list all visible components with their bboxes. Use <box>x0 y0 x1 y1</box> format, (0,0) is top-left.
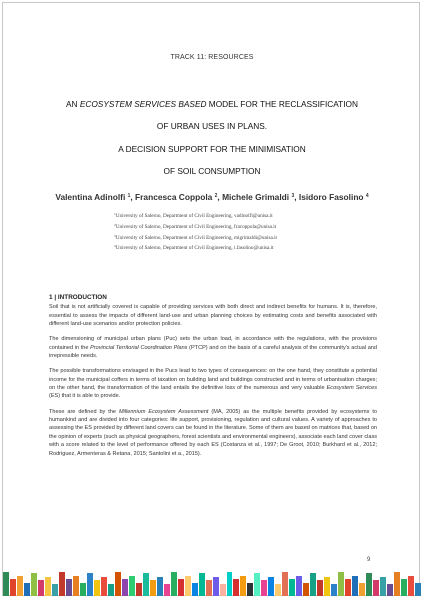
paragraph <box>49 367 377 400</box>
affiliation <box>114 221 394 232</box>
title-line-3: A DECISION SUPPORT FOR THE MINIMISATION <box>118 143 306 154</box>
body-text <box>49 294 377 465</box>
author-list: Valentina Adinolfi $^1$, Francesca Coppola $^2$, Michele Grimaldi $^3$, Isidoro Fasolino $^4$ <box>55 192 369 202</box>
stripe-segment <box>150 580 156 596</box>
author-affiliation-number: 1 <box>127 193 131 199</box>
affiliation <box>114 242 394 253</box>
stripe-segment <box>87 573 93 596</box>
title-line-4: OF SOIL CONSUMPTION <box>163 165 261 176</box>
stripe-segment <box>143 573 149 596</box>
paragraph-emphasis: Provincial Territorial Coordination Plans <box>90 344 188 351</box>
stripe-segment <box>352 576 358 596</box>
decorative-color-stripe <box>3 572 421 596</box>
title-italic: ECOSYSTEM SERVICES BASED <box>79 99 207 109</box>
affiliation-number: 3 <box>114 233 116 238</box>
stripe-segment <box>373 580 379 596</box>
stripe-segment <box>171 572 177 596</box>
stripe-segment <box>268 577 274 596</box>
paragraph-text: These are defined by the <box>49 408 119 415</box>
stripe-segment <box>254 573 260 596</box>
affiliation-number: 1 <box>114 212 116 216</box>
stripe-segment <box>324 577 330 596</box>
stripe-segment <box>233 579 239 596</box>
stripe-segment <box>366 573 372 596</box>
stripe-segment <box>247 583 253 596</box>
paper-title <box>30 93 394 182</box>
affiliation-text: University of Salerno, Department of Civil Engineering, vadinolfi@unisa.it <box>115 213 273 219</box>
stripe-segment <box>408 576 414 596</box>
author-affiliation-number: 4 <box>365 193 369 199</box>
paragraph <box>49 408 377 458</box>
author-name: Francesca Coppola <box>135 192 213 202</box>
author-name: Michele Grimaldi <box>222 192 290 202</box>
stripe-segment <box>129 576 135 596</box>
stripe-segment <box>220 584 226 596</box>
stripe-segment <box>359 583 365 596</box>
stripe-segment <box>296 576 302 596</box>
stripe-segment <box>101 577 107 596</box>
stripe-segment <box>17 576 23 596</box>
stripe-segment <box>213 577 219 596</box>
stripe-segment <box>317 580 323 596</box>
stripe-segment <box>261 580 267 596</box>
stripe-segment <box>178 579 184 596</box>
stripe-segment <box>331 584 337 596</box>
paragraph: Soil that is not artificially covered is capable of providing services with both direct and indirect benefits for humans. It is, therefore, essential to assess the impacts of different land-use and urban planning choices by estimating costs and benefits associated with different land-use scenarios and/or protection policies. <box>49 304 377 328</box>
stripe-segment <box>59 572 65 596</box>
author-name: Valentina Adinolfi <box>55 192 126 202</box>
stripe-segment <box>136 583 142 596</box>
paragraph-text: (ES) that it is able to provide. <box>49 393 121 400</box>
stripe-segment <box>387 584 393 596</box>
stripe-segment <box>24 583 30 596</box>
stripe-segment <box>303 583 309 596</box>
stripe-segment <box>240 576 246 596</box>
stripe-segment <box>282 572 288 596</box>
affiliation-text: University of Salerno, Department of Civil Engineering, migrimaldi@unisa.it <box>115 234 277 241</box>
stripe-segment <box>122 579 128 596</box>
affiliations <box>114 210 394 253</box>
track-label: TRACK 11: RESOURCES <box>170 54 254 61</box>
stripe-segment <box>38 580 44 596</box>
stripe-segment <box>275 584 281 596</box>
stripe-segment <box>185 576 191 596</box>
stripe-segment <box>199 573 205 596</box>
title-line-1 <box>30 93 394 115</box>
stripe-segment <box>289 579 295 596</box>
author-name: Isidoro Fasolino <box>298 192 364 202</box>
stripe-segment <box>310 573 316 596</box>
stripe-segment <box>338 572 344 596</box>
stripe-segment <box>94 580 100 596</box>
stripe-segment <box>31 573 37 596</box>
paragraph-text: The dimensioning of municipal urban plans (Puc) sets the urban load, in accordance with the regulations, with the provisions contained in the <box>49 336 377 351</box>
stripe-segment <box>3 572 9 596</box>
affiliation-text: University of Salerno, Department of Civil Engineering, i.fasolino@unisa.it <box>115 245 274 252</box>
affiliation-text: University of Salerno, Department of Civil Engineering, fracoppola@unisa.it <box>115 223 277 230</box>
affiliation-number: 2 <box>114 222 116 227</box>
stripe-segment <box>115 572 121 596</box>
stripe-segment <box>108 584 114 596</box>
stripe-segment <box>164 584 170 596</box>
stripe-segment <box>73 576 79 596</box>
title-line-2: OF URBAN USES IN PLANS. <box>156 121 268 132</box>
stripe-segment <box>80 583 86 596</box>
stripe-segment <box>206 580 212 596</box>
author-affiliation-number: 2 <box>214 193 218 199</box>
paragraph-text: The possible transformations envisaged in the Pucs lead to two types of consequences: on the one hand, they constitute a potential income for the municipal coffers in terms of taxation on building land and buildings constructed and in terms of urbanisation charges; on the other hand, the transformation of the land entails the definitive loss of the numerous and very valuable <box>49 368 377 392</box>
stripe-segment <box>66 579 72 596</box>
affiliation-number: 4 <box>114 244 116 249</box>
page-number: 9 <box>367 557 371 563</box>
stripe-segment <box>415 583 421 596</box>
stripe-segment <box>401 579 407 596</box>
section-heading: 1 | INTRODUCTION <box>49 294 107 301</box>
paragraph-emphasis: Millennium Ecosystem Assessment <box>118 408 209 415</box>
stripe-segment <box>394 572 400 596</box>
stripe-segment <box>192 583 198 596</box>
stripe-segment <box>227 572 233 596</box>
stripe-segment <box>345 579 351 596</box>
title-prefix: AN <box>65 99 80 109</box>
title-rest: MODEL FOR THE RECLASSIFICATION <box>206 99 358 109</box>
paragraph-text: (MA, 2005) as the multiple benefits provided by ecosystems to humankind and are divided into four categories: life support, provisioning, regulation and cultural values. A variety of approaches to assessing the ES provided by different land covers can be found in the literature. Some of them are based on matrices that, based on the opinion of experts (such as physical geographers, forest scientists and environmental engineers), associate each land cover class with a score related to the level of performance offered by each ES (Costanza et al., 1997; De Groot, 2010; Burkhard et al., 2012; Rodriguez, Armenteras & Retana, 2015; Santolini et a., 2015). <box>49 408 377 457</box>
affiliation <box>114 210 394 221</box>
paragraph-text: (PTCP) and on the basis of a careful analysis of the community's actual and irrepressible needs. <box>49 344 377 360</box>
stripe-segment <box>45 577 51 596</box>
author-affiliation-number: 3 <box>291 193 295 199</box>
paragraph <box>49 335 377 360</box>
paragraph-emphasis: Ecosystem Services <box>326 385 378 392</box>
affiliation <box>114 232 394 243</box>
stripe-segment <box>380 577 386 596</box>
stripe-segment <box>157 577 163 596</box>
stripe-segment <box>10 579 16 596</box>
stripe-segment <box>52 584 58 596</box>
